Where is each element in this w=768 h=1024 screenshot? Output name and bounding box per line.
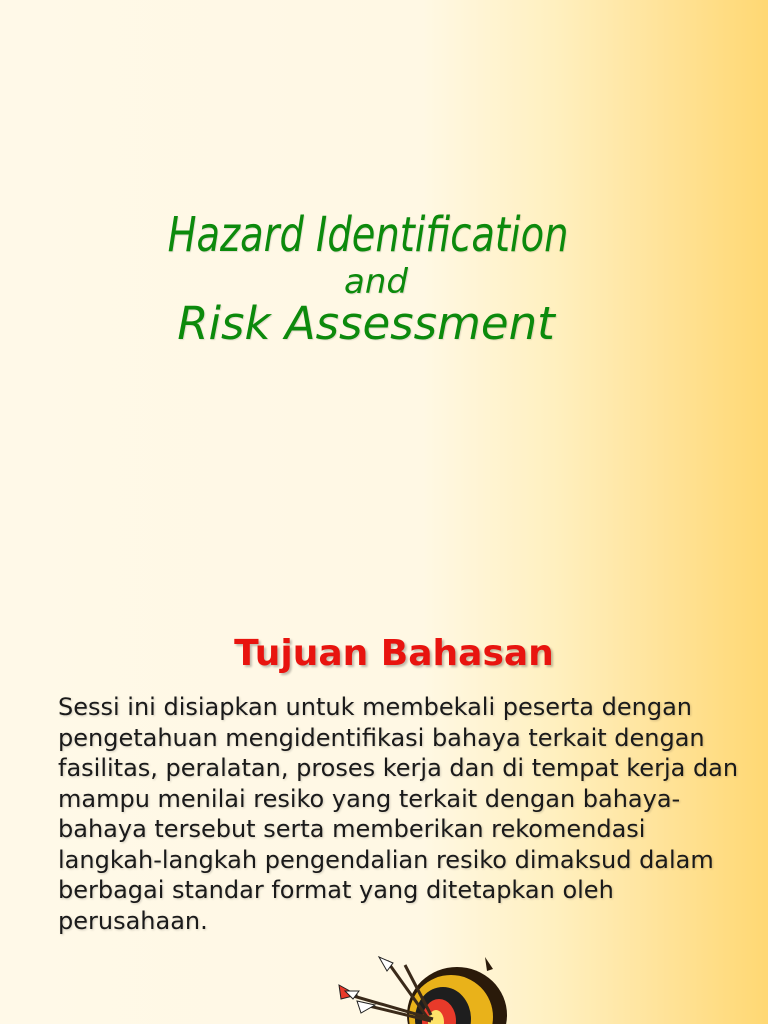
section-heading: Tujuan Bahasan bbox=[234, 633, 554, 674]
slide-title-connector: and bbox=[344, 262, 408, 302]
target-with-arrows-icon bbox=[335, 955, 510, 1024]
slide-title-line1: Hazard Identification bbox=[167, 207, 569, 263]
section-body-text: Sessi ini disiapkan untuk membekali peserta dengan pengetahuan mengidentifikasi bahaya terkait dengan fasilitas, peralatan, proses kerja dan di tempat kerja dan mampu menilai resiko yang terkait dengan bahaya-bahaya tersebut serta memberikan rekomendasi langkah-langkah pengendalian resiko dimaksud dalam berbagai standar format yang ditetapkan oleh perusahaan. bbox=[58, 693, 739, 935]
slide-title-line2: Risk Assessment bbox=[177, 297, 555, 350]
